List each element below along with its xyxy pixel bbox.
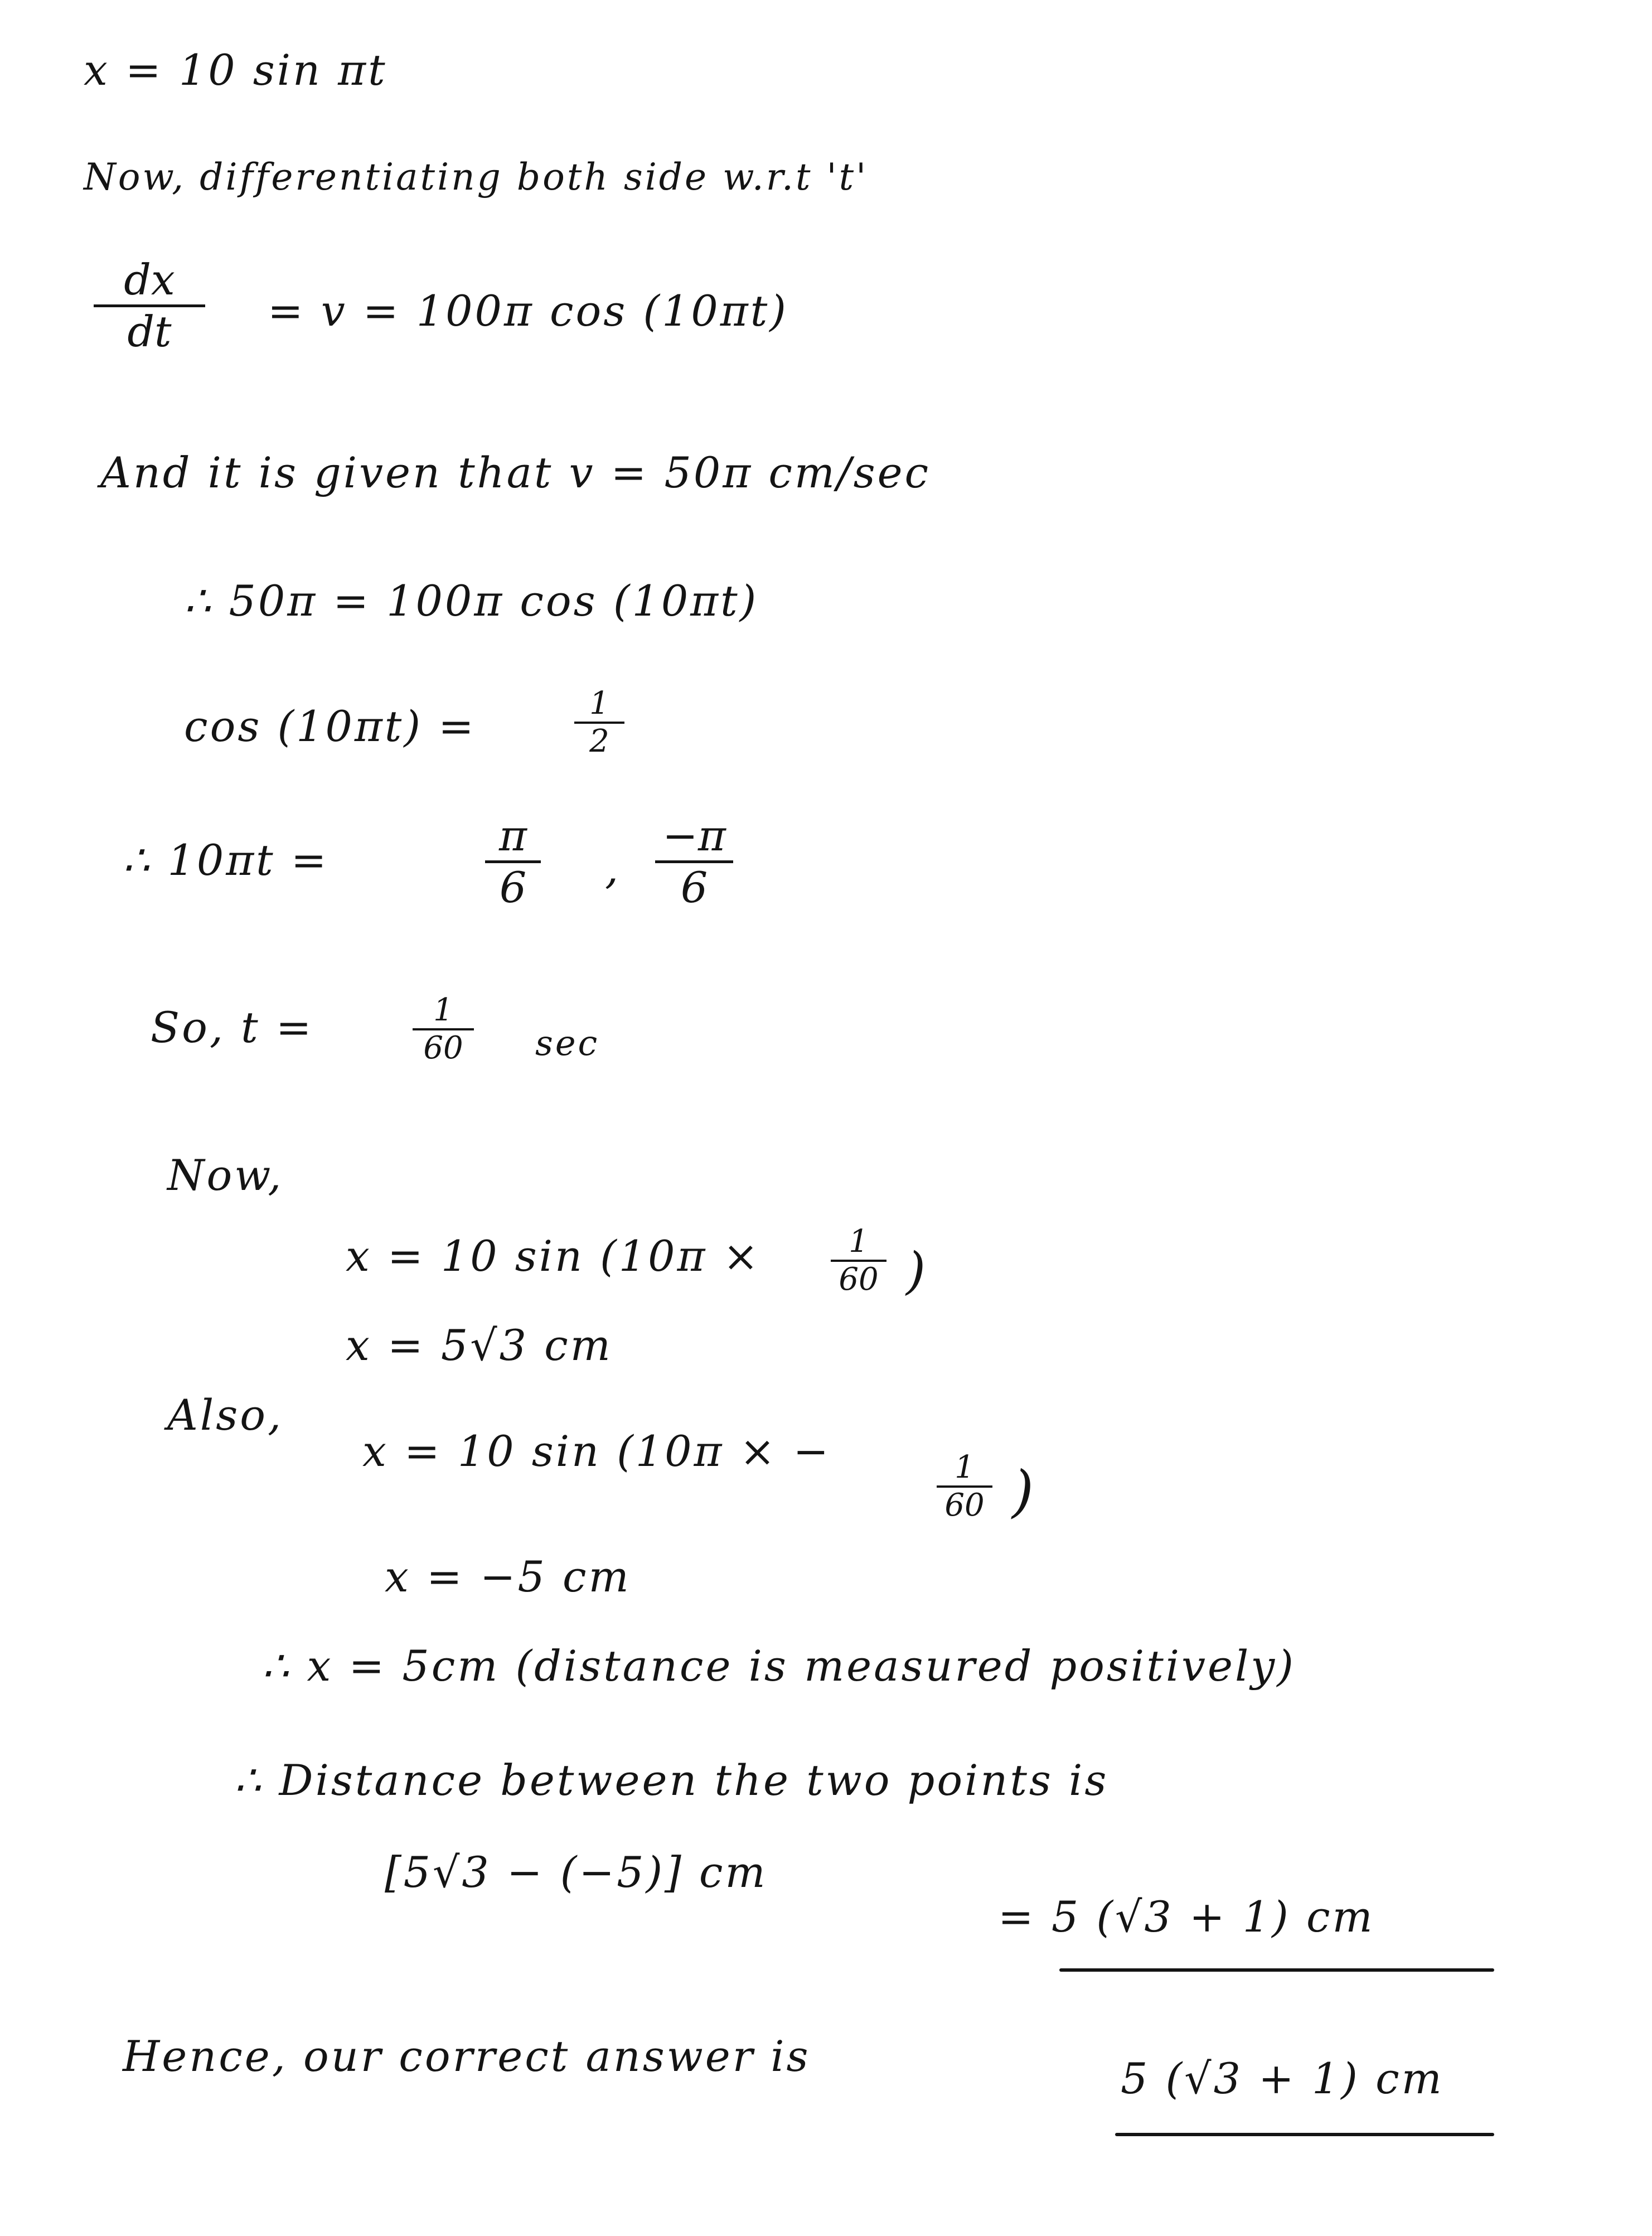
fraction-denominator: 60 <box>944 1487 985 1523</box>
step-differentiate-text: Now, differentiating both side w.r.t 't' <box>84 156 869 199</box>
fraction-numerator: 1 <box>849 1223 869 1260</box>
angle-equation-left: ∴ 10πt = <box>123 835 329 885</box>
fraction-numerator: 1 <box>433 992 453 1028</box>
final-answer-label: Hence, our correct answer is <box>123 2031 811 2081</box>
one-sixtieth-fraction-3 <box>937 1450 992 1523</box>
fraction-denominator: 60 <box>839 1261 879 1298</box>
closing-paren: ) <box>906 1242 928 1300</box>
separator-comma: , <box>605 844 621 893</box>
distance-result: = 5 (√3 + 1) cm <box>998 1892 1375 1942</box>
now-label: Now, <box>167 1150 284 1200</box>
one-sixtieth-fraction <box>413 993 474 1066</box>
equation-displacement: x = 10 sin πt <box>84 45 387 95</box>
velocity-equation: = v = 100π cos (10πt) <box>268 286 788 336</box>
substitution-equation: ∴ 50π = 100π cos (10πt) <box>184 576 759 626</box>
fraction-denominator: 60 <box>423 1030 463 1066</box>
fraction-numerator: 1 <box>589 685 609 722</box>
fraction-denominator: 6 <box>680 863 708 912</box>
fraction-numerator: −π <box>662 811 726 860</box>
fraction-denominator: 2 <box>589 723 609 759</box>
pi-over-six-fraction <box>485 811 541 912</box>
cosine-equation-left: cos (10πt) = <box>184 701 476 751</box>
fraction-numerator: π <box>499 811 527 860</box>
derivative-denominator: dt <box>127 307 172 356</box>
derivative-fraction <box>94 255 205 356</box>
position-equation-2-left: x = 10 sin (10π × − <box>362 1426 831 1476</box>
also-label: Also, <box>167 1390 284 1440</box>
position-result-2: x = −5 cm <box>385 1552 631 1601</box>
distance-between-statement: ∴ Distance between the two points is <box>234 1755 1109 1805</box>
one-half-fraction <box>574 686 624 759</box>
one-sixtieth-fraction-2 <box>831 1224 886 1298</box>
fraction-denominator: 6 <box>499 863 527 912</box>
final-answer-underline <box>1115 2133 1494 2136</box>
result-underline <box>1059 1968 1494 1972</box>
distance-expression: [5√3 − (−5)] cm <box>385 1847 768 1897</box>
neg-pi-over-six-fraction <box>655 811 733 912</box>
derivative-numerator: dx <box>124 255 175 304</box>
closing-paren: ) <box>1012 1459 1036 1524</box>
time-equation-left: So, t = <box>151 1003 314 1052</box>
final-answer-value: 5 (√3 + 1) cm <box>1121 2054 1444 2103</box>
position-result-1: x = 5√3 cm <box>346 1320 613 1370</box>
position-equation-1-left: x = 10 sin (10π × <box>346 1231 761 1281</box>
distance-positive-statement: ∴ x = 5cm (distance is measured positively) <box>262 1641 1296 1691</box>
time-unit: sec <box>535 1023 600 1063</box>
given-velocity-text: And it is given that v = 50π cm/sec <box>100 448 931 497</box>
fraction-numerator: 1 <box>955 1449 975 1485</box>
